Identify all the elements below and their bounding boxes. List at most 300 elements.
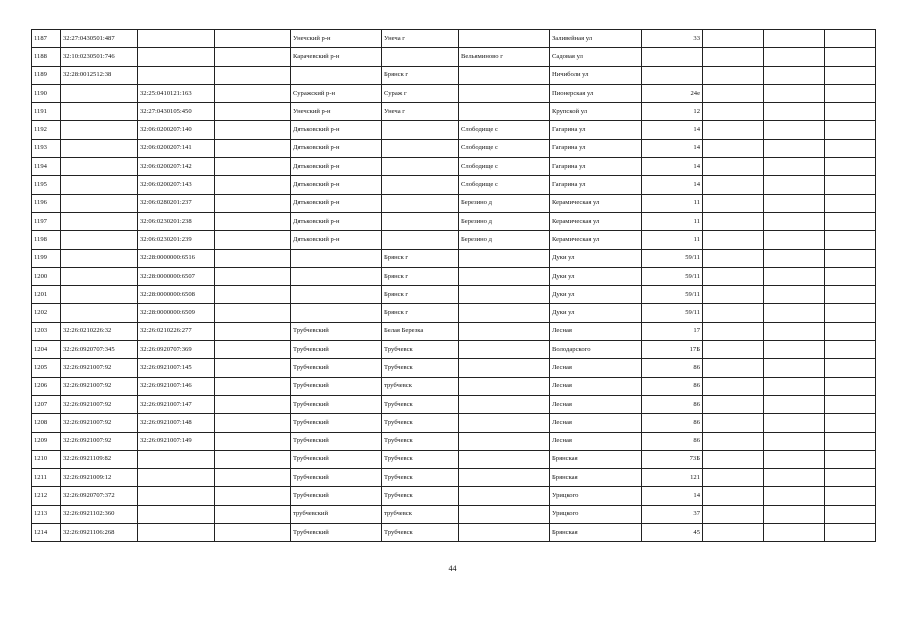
street-cell: Володарского [550,341,642,359]
house-number-cell: 11 [642,231,703,249]
district-cell [291,304,382,322]
house-number-cell: 86 [642,432,703,450]
blank-cell-a-cell [703,121,764,139]
blank-cell-c-cell [825,395,876,413]
cadastral-number-cell [61,249,138,267]
city-cell: Трубчевск [382,414,459,432]
blank-cell-c-cell [825,30,876,48]
street-cell: Крупской ул [550,103,642,121]
object-cadastral-number-cell: 32:28:0000000:6508 [138,286,215,304]
object-cadastral-number-cell [138,48,215,66]
district-cell: Дятьковский р-н [291,212,382,230]
table-row [32,194,876,212]
object-cadastral-number-cell: 32:26:0921007:147 [138,395,215,413]
row-number-cell: 1210 [32,450,61,468]
district-cell: Трубчевский [291,432,382,450]
cadastral-number-cell [61,158,138,176]
city-cell: Белая Березка [382,322,459,340]
settlement-cell [459,450,550,468]
blank-cell-b-cell [764,505,825,523]
district-cell: Дятьковский р-н [291,139,382,157]
city-cell: Унеча г [382,30,459,48]
street-cell: Заливейная ул [550,30,642,48]
district-cell: Дятьковский р-н [291,231,382,249]
blank-cell-b-cell [764,84,825,102]
blank-cell-a-cell [703,286,764,304]
table-row [32,267,876,285]
street-cell: Лесная [550,414,642,432]
blank-cell-c-cell [825,450,876,468]
table-row [32,212,876,230]
blank-cell-b-cell [764,377,825,395]
city-cell [382,48,459,66]
city-cell: Брянск г [382,304,459,322]
blank-cell-c-cell [825,432,876,450]
blank-cell-a-cell [703,231,764,249]
object-cadastral-number-cell: 32:26:0921007:146 [138,377,215,395]
street-cell: Дуки ул [550,249,642,267]
blank-cell-b-cell [764,30,825,48]
house-number-cell: 45 [642,524,703,542]
extra-cell-cell [215,469,291,487]
extra-cell-cell [215,304,291,322]
object-cadastral-number-cell: 32:28:0000000:6509 [138,304,215,322]
house-number-cell: 12 [642,103,703,121]
blank-cell-c-cell [825,194,876,212]
cadastral-number-cell [61,286,138,304]
city-cell: трубчевск [382,377,459,395]
house-number-cell: 24е [642,84,703,102]
row-number-cell: 1204 [32,341,61,359]
house-number-cell: 17 [642,322,703,340]
blank-cell-b-cell [764,158,825,176]
street-cell: Гагарина ул [550,121,642,139]
street-cell: Дуки ул [550,267,642,285]
cadastral-number-cell [61,194,138,212]
district-cell: Трубчевский [291,377,382,395]
extra-cell-cell [215,121,291,139]
settlement-cell [459,414,550,432]
blank-cell-a-cell [703,414,764,432]
cadastral-number-cell: 32:26:0921007:92 [61,359,138,377]
row-number-cell: 1207 [32,395,61,413]
city-cell [382,139,459,157]
table-row [32,66,876,84]
house-number-cell: 59/11 [642,286,703,304]
blank-cell-b-cell [764,395,825,413]
district-cell: Трубчевский [291,469,382,487]
street-cell: Брянская [550,469,642,487]
object-cadastral-number-cell [138,66,215,84]
street-cell: Брянская [550,524,642,542]
cadastral-number-cell: 32:26:0921007:92 [61,432,138,450]
blank-cell-b-cell [764,212,825,230]
blank-cell-c-cell [825,158,876,176]
blank-cell-a-cell [703,322,764,340]
cadastral-number-cell [61,139,138,157]
street-cell: Дуки ул [550,304,642,322]
settlement-cell [459,359,550,377]
district-cell [291,66,382,84]
settlement-cell [459,395,550,413]
blank-cell-c-cell [825,121,876,139]
blank-cell-a-cell [703,341,764,359]
cadastral-number-cell: 32:26:0921109:82 [61,450,138,468]
extra-cell-cell [215,194,291,212]
extra-cell-cell [215,212,291,230]
blank-cell-b-cell [764,359,825,377]
table-row [32,84,876,102]
row-number-cell: 1201 [32,286,61,304]
blank-cell-c-cell [825,286,876,304]
extra-cell-cell [215,66,291,84]
city-cell: Брянск г [382,267,459,285]
table-row [32,176,876,194]
object-cadastral-number-cell [138,524,215,542]
row-number-cell: 1212 [32,487,61,505]
blank-cell-a-cell [703,103,764,121]
object-cadastral-number-cell [138,487,215,505]
extra-cell-cell [215,377,291,395]
object-cadastral-number-cell: 32:26:0921007:148 [138,414,215,432]
extra-cell-cell [215,505,291,523]
table-row [32,450,876,468]
house-number-cell [642,66,703,84]
district-cell [291,249,382,267]
row-number-cell: 1203 [32,322,61,340]
city-cell: Трубчевск [382,341,459,359]
blank-cell-a-cell [703,377,764,395]
row-number-cell: 1188 [32,48,61,66]
row-number-cell: 1193 [32,139,61,157]
settlement-cell [459,249,550,267]
district-cell: Унечский р-н [291,103,382,121]
settlement-cell [459,377,550,395]
object-cadastral-number-cell: 32:06:0200207:142 [138,158,215,176]
blank-cell-a-cell [703,30,764,48]
row-number-cell: 1202 [32,304,61,322]
street-cell: Урицкого [550,505,642,523]
settlement-cell [459,487,550,505]
object-cadastral-number-cell: 32:26:0921007:149 [138,432,215,450]
object-cadastral-number-cell [138,469,215,487]
extra-cell-cell [215,395,291,413]
house-number-cell: 17Б [642,341,703,359]
city-cell: Трубчевск [382,395,459,413]
row-number-cell: 1189 [32,66,61,84]
object-cadastral-number-cell: 32:06:0200207:143 [138,176,215,194]
house-number-cell: 14 [642,139,703,157]
blank-cell-b-cell [764,322,825,340]
row-number-cell: 1187 [32,30,61,48]
blank-cell-c-cell [825,84,876,102]
object-cadastral-number-cell: 32:26:0920707:369 [138,341,215,359]
street-cell: Гагарина ул [550,158,642,176]
house-number-cell: 86 [642,377,703,395]
row-number-cell: 1200 [32,267,61,285]
city-cell: Трубчевск [382,450,459,468]
cadastral-number-cell: 32:26:0210226:32 [61,322,138,340]
extra-cell-cell [215,84,291,102]
table-row [32,30,876,48]
table-row [32,487,876,505]
table-row [32,377,876,395]
table-row [32,121,876,139]
city-cell: Трубчевск [382,524,459,542]
settlement-cell [459,66,550,84]
row-number-cell: 1190 [32,84,61,102]
city-cell: Трубчевск [382,487,459,505]
blank-cell-b-cell [764,121,825,139]
house-number-cell: 86 [642,395,703,413]
table-row [32,158,876,176]
blank-cell-b-cell [764,267,825,285]
house-number-cell: 11 [642,194,703,212]
house-number-cell: 11 [642,212,703,230]
district-cell: Трубчевский [291,322,382,340]
table-row [32,359,876,377]
blank-cell-b-cell [764,286,825,304]
settlement-cell: Вельяминово г [459,48,550,66]
object-cadastral-number-cell: 32:06:0230201:238 [138,212,215,230]
object-cadastral-number-cell [138,450,215,468]
settlement-cell [459,84,550,102]
blank-cell-c-cell [825,103,876,121]
extra-cell-cell [215,341,291,359]
object-cadastral-number-cell: 32:25:0410121:163 [138,84,215,102]
blank-cell-b-cell [764,176,825,194]
cadastral-number-cell [61,267,138,285]
table-row [32,286,876,304]
table-body [32,30,876,542]
blank-cell-b-cell [764,249,825,267]
settlement-cell [459,30,550,48]
city-cell: Брянск г [382,66,459,84]
district-cell: Дятьковский р-н [291,121,382,139]
street-cell: Лесная [550,377,642,395]
blank-cell-c-cell [825,414,876,432]
blank-cell-c-cell [825,322,876,340]
blank-cell-b-cell [764,304,825,322]
settlement-cell: Слободище с [459,121,550,139]
settlement-cell [459,341,550,359]
blank-cell-b-cell [764,231,825,249]
blank-cell-a-cell [703,212,764,230]
table-row [32,414,876,432]
street-cell: Ничиболи ул [550,66,642,84]
district-cell: Трубчевский [291,487,382,505]
blank-cell-c-cell [825,487,876,505]
row-number-cell: 1192 [32,121,61,139]
blank-cell-b-cell [764,341,825,359]
table-row [32,139,876,157]
object-cadastral-number-cell [138,30,215,48]
extra-cell-cell [215,286,291,304]
blank-cell-c-cell [825,341,876,359]
cadastral-number-cell: 32:26:0920707:345 [61,341,138,359]
blank-cell-a-cell [703,249,764,267]
house-number-cell: 14 [642,487,703,505]
district-cell: Трубчевский [291,414,382,432]
blank-cell-c-cell [825,212,876,230]
object-cadastral-number-cell [138,505,215,523]
blank-cell-a-cell [703,524,764,542]
blank-cell-b-cell [764,487,825,505]
city-cell [382,121,459,139]
settlement-cell: Березино д [459,194,550,212]
settlement-cell: Березино д [459,231,550,249]
street-cell: Урицкого [550,487,642,505]
blank-cell-c-cell [825,377,876,395]
district-cell: Дятьковский р-н [291,176,382,194]
row-number-cell: 1214 [32,524,61,542]
district-cell: Трубчевский [291,450,382,468]
house-number-cell: 86 [642,414,703,432]
object-cadastral-number-cell: 32:06:0200207:140 [138,121,215,139]
blank-cell-c-cell [825,66,876,84]
blank-cell-a-cell [703,359,764,377]
table-row [32,432,876,450]
cadastral-number-cell: 32:26:0921106:268 [61,524,138,542]
street-cell: Керамическая ул [550,212,642,230]
cadastral-number-cell: 32:26:0921009:12 [61,469,138,487]
district-cell: трубчевский [291,505,382,523]
table-row [32,505,876,523]
city-cell: Трубчевск [382,359,459,377]
object-cadastral-number-cell: 32:27:0430105:450 [138,103,215,121]
city-cell [382,212,459,230]
blank-cell-c-cell [825,48,876,66]
cadastral-number-cell [61,121,138,139]
district-cell: Трубчевский [291,341,382,359]
extra-cell-cell [215,487,291,505]
blank-cell-c-cell [825,139,876,157]
district-cell: Трубчевский [291,524,382,542]
street-cell: Дуки ул [550,286,642,304]
settlement-cell: Слободище с [459,176,550,194]
registry-table [31,29,876,542]
object-cadastral-number-cell: 32:06:0200207:141 [138,139,215,157]
district-cell: Суражский р-н [291,84,382,102]
row-number-cell: 1213 [32,505,61,523]
row-number-cell: 1208 [32,414,61,432]
cadastral-number-cell [61,212,138,230]
extra-cell-cell [215,524,291,542]
house-number-cell: 14 [642,176,703,194]
extra-cell-cell [215,249,291,267]
street-cell: Лесная [550,322,642,340]
street-cell: Керамическая ул [550,231,642,249]
blank-cell-a-cell [703,432,764,450]
blank-cell-b-cell [764,194,825,212]
city-cell: Трубчевск [382,469,459,487]
blank-cell-a-cell [703,139,764,157]
cadastral-number-cell: 32:27:0430501:487 [61,30,138,48]
row-number-cell: 1206 [32,377,61,395]
street-cell: Садовая ул [550,48,642,66]
blank-cell-a-cell [703,176,764,194]
settlement-cell [459,505,550,523]
blank-cell-a-cell [703,194,764,212]
city-cell [382,231,459,249]
blank-cell-a-cell [703,48,764,66]
street-cell: Лесная [550,359,642,377]
extra-cell-cell [215,176,291,194]
object-cadastral-number-cell: 32:28:0000000:6507 [138,267,215,285]
extra-cell-cell [215,158,291,176]
city-cell: Унеча г [382,103,459,121]
blank-cell-b-cell [764,432,825,450]
house-number-cell: 121 [642,469,703,487]
table-row [32,231,876,249]
cadastral-number-cell [61,103,138,121]
blank-cell-c-cell [825,359,876,377]
row-number-cell: 1197 [32,212,61,230]
house-number-cell: 86 [642,359,703,377]
blank-cell-c-cell [825,176,876,194]
district-cell: Унечский р-н [291,30,382,48]
district-cell [291,267,382,285]
street-cell: Лесная [550,432,642,450]
street-cell: Брянская [550,450,642,468]
district-cell: Трубчевский [291,359,382,377]
settlement-cell: Слободище с [459,139,550,157]
house-number-cell: 14 [642,121,703,139]
cadastral-number-cell [61,176,138,194]
city-cell [382,176,459,194]
cadastral-number-cell: 32:26:0921007:92 [61,414,138,432]
district-cell: Дятьковский р-н [291,158,382,176]
street-cell: Гагарина ул [550,139,642,157]
object-cadastral-number-cell: 32:06:0230201:239 [138,231,215,249]
blank-cell-a-cell [703,84,764,102]
blank-cell-c-cell [825,231,876,249]
blank-cell-c-cell [825,505,876,523]
district-cell: Карачевский р-н [291,48,382,66]
blank-cell-c-cell [825,267,876,285]
blank-cell-a-cell [703,158,764,176]
row-number-cell: 1198 [32,231,61,249]
blank-cell-a-cell [703,450,764,468]
blank-cell-a-cell [703,267,764,285]
house-number-cell: 59/11 [642,304,703,322]
table-row [32,103,876,121]
blank-cell-a-cell [703,395,764,413]
extra-cell-cell [215,103,291,121]
settlement-cell [459,286,550,304]
settlement-cell [459,524,550,542]
city-cell: трубчевск [382,505,459,523]
row-number-cell: 1194 [32,158,61,176]
blank-cell-b-cell [764,469,825,487]
row-number-cell: 1199 [32,249,61,267]
cadastral-number-cell [61,231,138,249]
city-cell [382,158,459,176]
blank-cell-a-cell [703,304,764,322]
blank-cell-b-cell [764,524,825,542]
blank-cell-b-cell [764,450,825,468]
table-row [32,341,876,359]
district-cell [291,286,382,304]
extra-cell-cell [215,322,291,340]
house-number-cell [642,48,703,66]
cadastral-number-cell [61,84,138,102]
cadastral-number-cell: 32:26:0921102:360 [61,505,138,523]
blank-cell-a-cell [703,505,764,523]
settlement-cell [459,304,550,322]
row-number-cell: 1191 [32,103,61,121]
cadastral-number-cell: 32:26:0920707:372 [61,487,138,505]
